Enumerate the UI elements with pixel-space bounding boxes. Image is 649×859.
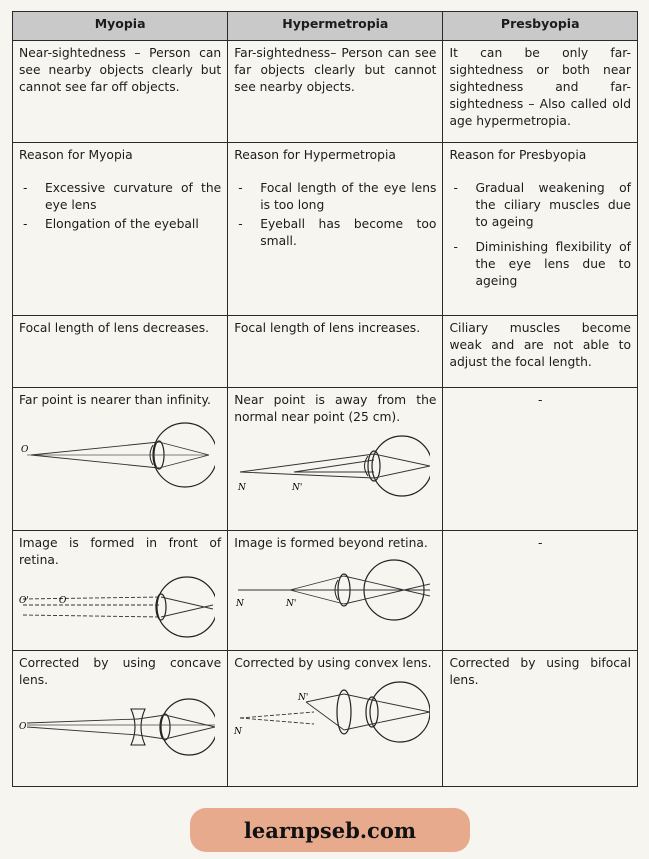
myopia-image-diagram (19, 575, 215, 641)
hypermetropia-image-text: Image is formed beyond retina. (234, 536, 428, 550)
list-item: - Eyeball has become too small. (234, 216, 436, 250)
header-hypermetropia: Hypermetropia (228, 12, 443, 41)
myopia-far-point: Far point is nearer than infinity. (19, 393, 211, 407)
presbyopia-definition: It can be only far-sightedness or both near sightedness and far-sightedness – Also called old age hypermetropia. (443, 41, 638, 143)
hypermetropia-reason-cell (228, 143, 443, 316)
presbyopia-correction: Corrected by using bifocal lens. (443, 651, 638, 787)
hypermetropia-point-cell (228, 388, 443, 531)
myopia-definition: Near-sightedness – Person can see nearby objects clearly but cannot see far off objects. (13, 41, 228, 143)
presbyopia-point: - (443, 388, 638, 531)
hypermetropia-image-diagram (234, 558, 430, 624)
label-o: O (19, 722, 27, 732)
presbyopia-reason-title: Reason for Presbyopia (449, 148, 587, 162)
myopia-reason-title: Reason for Myopia (19, 148, 133, 162)
eye-defects-table (12, 11, 638, 787)
site-watermark-banner: learnpseb.com (190, 808, 470, 852)
myopia-image-text: Image is formed in front of retina. (19, 536, 222, 567)
label-n-prime: N' (298, 693, 309, 703)
hypermetropia-image-cell (228, 531, 443, 651)
hypermetropia-near-point: Near point is away from the normal near point (25 cm). (234, 393, 437, 424)
convex-lens-diagram (234, 678, 430, 746)
label-o: O (21, 445, 29, 455)
hypermetropia-reason-list (234, 180, 436, 250)
myopia-point-cell (13, 388, 228, 531)
label-n-prime: N' (292, 483, 303, 493)
header-row (13, 12, 638, 41)
hypermetropia-reason-title: Reason for Hypermetropia (234, 148, 396, 162)
presbyopia-image: - (443, 531, 638, 651)
label-n: N (234, 727, 243, 737)
list-item: - Focal length of the eye lens is too long (234, 180, 436, 214)
myopia-correction-cell (13, 651, 228, 787)
presbyopia-reason-list (449, 180, 631, 290)
myopia-correction-text: Corrected by using concave lens. (19, 656, 222, 687)
point-row (13, 388, 638, 531)
label-o: O (59, 596, 67, 606)
hypermetropia-definition: Far-sightedness– Person can see far objects clearly but cannot see nearby objects. (228, 41, 443, 143)
list-item: - Gradual weakening of the ciliary muscles due to ageing (449, 180, 631, 231)
label-o-prime: O' (19, 596, 29, 606)
myopia-far-point-diagram (19, 415, 215, 495)
focal-length-row (13, 316, 638, 388)
label-n: N (236, 599, 245, 609)
concave-lens-diagram (19, 695, 215, 759)
myopia-image-cell (13, 531, 228, 651)
list-item: - Diminishing flexibility of the eye lens due to ageing (449, 239, 631, 290)
correction-row (13, 651, 638, 787)
label-n: N (238, 483, 247, 493)
list-item: - Excessive curvature of the eye lens (19, 180, 221, 214)
hypermetropia-correction-cell (228, 651, 443, 787)
hypermetropia-focal: Focal length of lens increases. (228, 316, 443, 388)
image-row (13, 531, 638, 651)
header-presbyopia: Presbyopia (443, 12, 638, 41)
myopia-reason-cell (13, 143, 228, 316)
myopia-focal: Focal length of lens decreases. (13, 316, 228, 388)
label-n-prime: N' (286, 599, 297, 609)
header-myopia: Myopia (13, 12, 228, 41)
list-item: - Elongation of the eyeball (19, 216, 221, 233)
hypermetropia-near-point-diagram (234, 432, 430, 504)
presbyopia-focal: Ciliary muscles become weak and are not able to adjust the focal length. (443, 316, 638, 388)
definition-row (13, 41, 638, 143)
reason-row (13, 143, 638, 316)
hypermetropia-correction-text: Corrected by using convex lens. (234, 656, 432, 670)
presbyopia-reason-cell (443, 143, 638, 316)
myopia-reason-list (19, 180, 221, 233)
